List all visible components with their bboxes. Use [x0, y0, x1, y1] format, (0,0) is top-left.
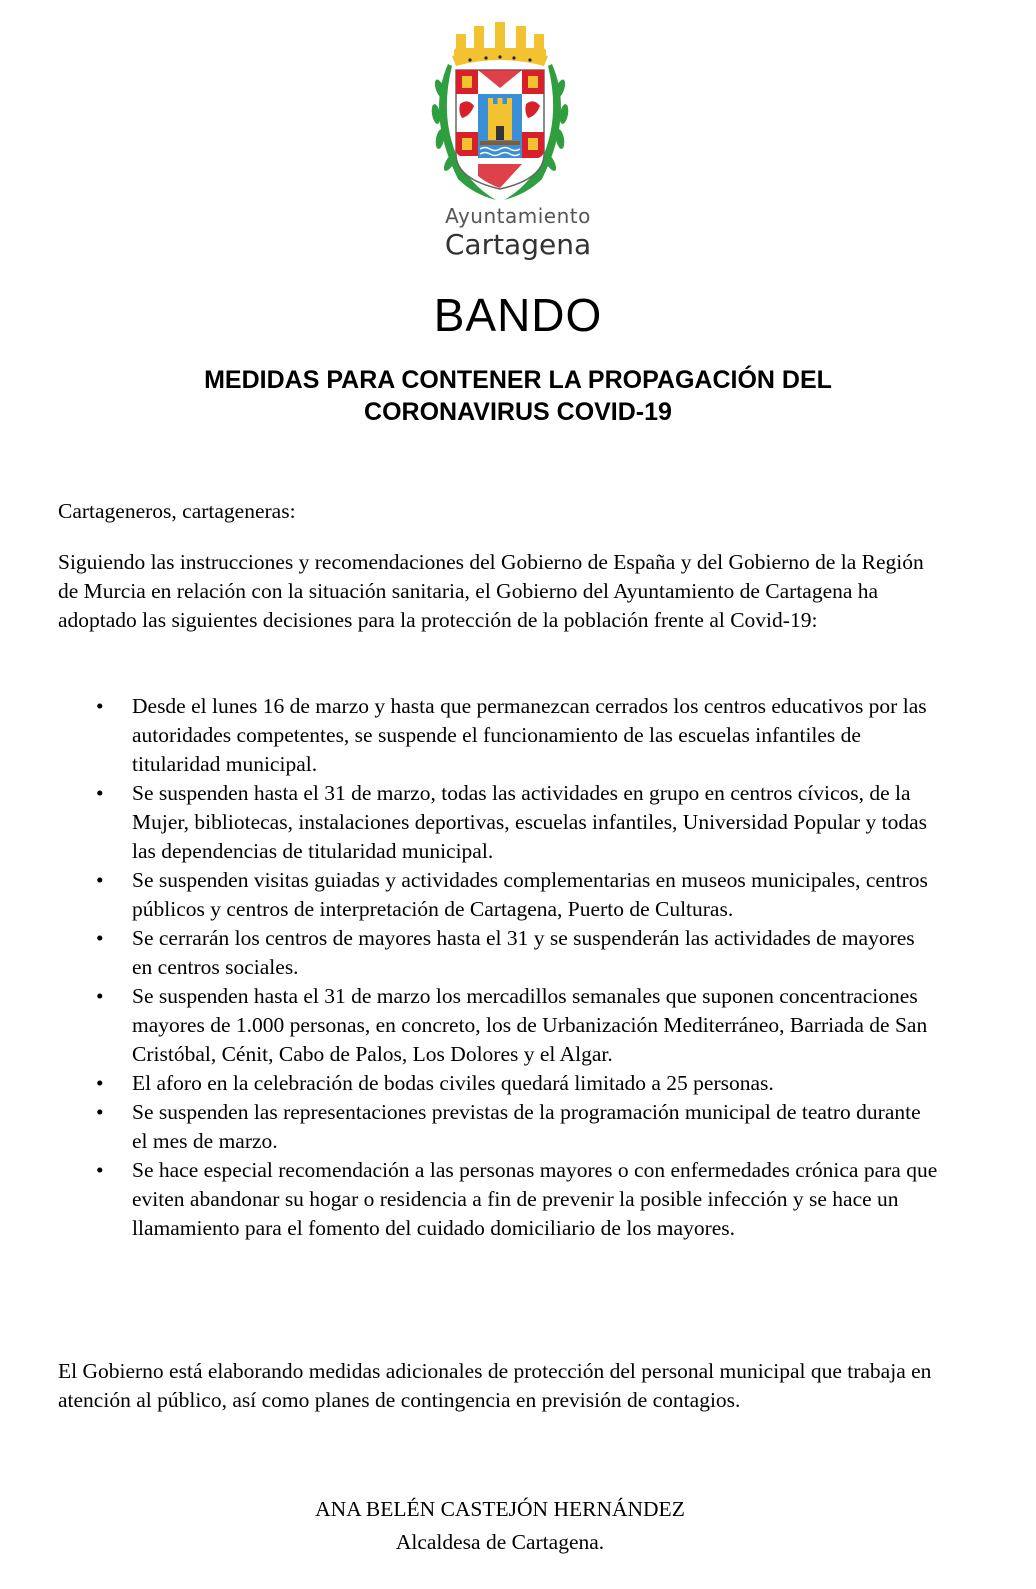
list-item [58, 1098, 938, 1156]
subtitle-line-1: MEDIDAS PARA CONTENER LA PROPAGACIÓN DEL [204, 366, 832, 394]
intro-paragraph: Siguiendo las instrucciones y recomendaciones del Gobierno de España y del Gobierno de la Región de Murcia en relación con la situación sanitaria, el Gobierno del Ayuntamiento de Cartagena ha adoptado las siguientes decisiones para la protección de la población frente al Covid-19: [58, 550, 924, 632]
measure-text: Se suspenden las representaciones previstas de la programación municipal de teatro durante el mes de marzo. [132, 1100, 921, 1153]
measure-text: Se suspenden hasta el 31 de marzo, todas las actividades en grupo en centros cívicos, de la Mujer, bibliotecas, instalaciones deportivas, escuelas infantiles, Universidad Popular y todas las dependencias de titularidad municipal. [132, 781, 928, 863]
measure-text: El aforo en la celebración de bodas civiles quedará limitado a 25 personas. [132, 1071, 774, 1095]
bullet-icon: • [96, 1100, 104, 1124]
list-item [58, 924, 938, 982]
bullet-icon: • [96, 868, 104, 892]
subtitle-line-2: CORONAVIRUS COVID-19 [364, 398, 672, 426]
bullet-icon: • [96, 984, 104, 1008]
list-item [58, 692, 938, 779]
coat-of-arms-icon [418, 4, 582, 204]
measure-text: Se suspenden hasta el 31 de marzo los mercadillos semanales que suponen concentraciones mayores de 1.000 personas, en concreto, los de Urbanización Mediterráneo, Barriada de San Cristóbal, Cénit, Cabo de Palos, Los Dolores y el Algar. [132, 984, 928, 1066]
list-item [58, 1156, 938, 1243]
greeting: Cartageneros, cartageneras: [58, 499, 296, 523]
document-subtitle [100, 364, 936, 428]
measures-list [58, 692, 938, 1243]
measure-text: Se cerrarán los centros de mayores hasta el 31 y se suspenderán las actividades de mayores en centros sociales. [132, 926, 915, 979]
measure-text: Desde el lunes 16 de marzo y hasta que permanezcan cerrados los centros educativos por las autoridades competentes, se suspende el funcionamiento de las escuelas infantiles de titularidad municipal. [132, 694, 927, 776]
measure-text: Se hace especial recomendación a las personas mayores o con enfermedades crónica para que eviten abandonar su hogar o residencia a fin de prevenir la posible infección y se hace un llamamiento para el fomento del cuidado domiciliario de los mayores. [132, 1158, 938, 1240]
list-item [58, 982, 938, 1069]
list-item [58, 866, 938, 924]
list-item [58, 779, 938, 866]
bullet-icon: • [96, 781, 104, 805]
organization-name-line1: Ayuntamiento [445, 204, 591, 228]
signature-name: ANA BELÉN CASTEJÓN HERNÁNDEZ [315, 1497, 685, 1521]
bullet-icon: • [96, 694, 104, 718]
document-title: BANDO [433, 289, 603, 341]
bullet-icon: • [96, 1158, 104, 1182]
bullet-icon: • [96, 926, 104, 950]
closing-paragraph: El Gobierno está elaborando medidas adicionales de protección del personal municipal que trabaja en atención al público, así como planes de contingencia en previsión de contagios. [58, 1359, 932, 1412]
bullet-icon: • [96, 1071, 104, 1095]
measure-text: Se suspenden visitas guiadas y actividades complementarias en museos municipales, centros públicos y centros de interpretación de Cartagena, Puerto de Culturas. [132, 868, 928, 921]
list-item [58, 1069, 938, 1098]
signature-title: Alcaldesa de Cartagena. [395, 1530, 605, 1554]
organization-name-line2: Cartagena [444, 228, 592, 261]
